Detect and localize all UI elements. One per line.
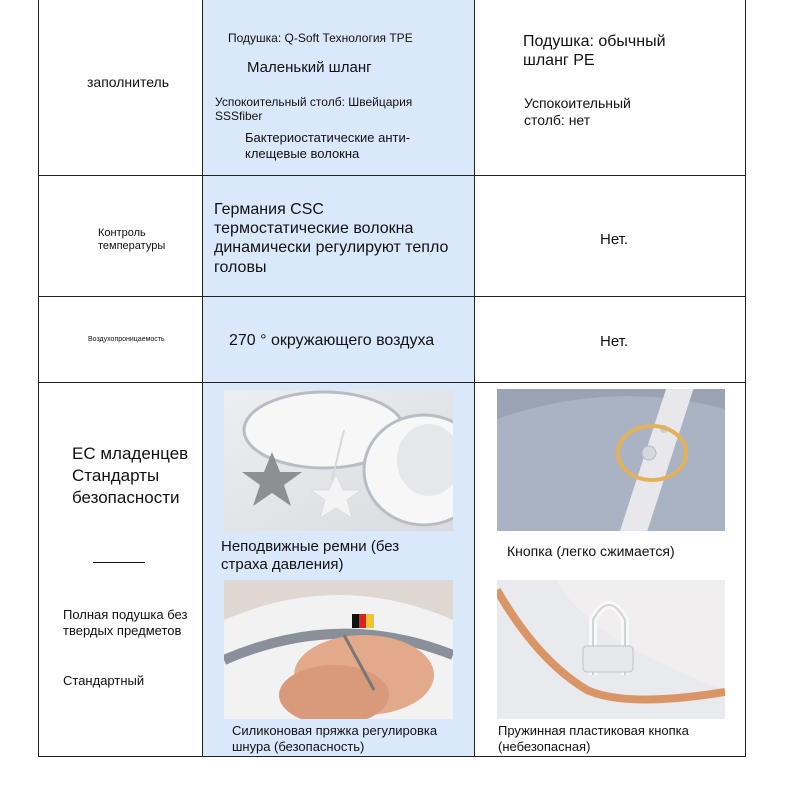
temperature-label: Контроль температуры	[98, 227, 166, 253]
ours-caption-straps: Неподвижные ремни (без страха давления)	[221, 538, 400, 573]
column-divider	[474, 0, 475, 757]
filler-other-line1: Подушка: обычный шланг PE	[523, 33, 666, 70]
filler-ours-line3: Успокоительный столб: Швейцария SSSfiber	[215, 95, 413, 124]
other-caption-clip: Пружинная пластиковая кнопка (небезопасная)	[498, 723, 689, 754]
breathability-label: Воздухопроницаемость	[88, 336, 165, 343]
safety-label-title: ЕС младенцев Стандарты безопасности	[72, 444, 189, 508]
row-divider	[38, 296, 746, 297]
short-divider	[93, 562, 145, 563]
filler-ours-line2: Маленький шланг	[247, 59, 372, 76]
row-divider	[38, 382, 746, 383]
column-divider	[202, 0, 203, 757]
plastic-clip-photo	[497, 580, 725, 719]
table-right-border	[745, 0, 746, 757]
other-caption-button: Кнопка (легко сжимается)	[507, 543, 675, 559]
comparison-table	[38, 0, 746, 757]
filler-other-line2: Успокоительный столб: нет	[524, 95, 631, 128]
filler-ours-line4: Бактериостатические анти-клещевые волокна	[245, 130, 411, 161]
filler-ours-line1: Подушка: Q-Soft Технология TPE	[228, 31, 413, 45]
row-divider	[38, 175, 746, 176]
temperature-ours: Германия CSC термостатические волокна динамически регулируют тепло головы	[214, 201, 449, 276]
breathability-other: Нет.	[600, 333, 629, 350]
safety-label-note2: Стандартный	[63, 673, 145, 688]
ours-caption-buckle: Силиконовая пряжка регулировка шнура (безопасность)	[232, 723, 438, 754]
safety-label-note1: Полная подушка без твердых предметов	[63, 607, 188, 638]
table-bottom-border	[38, 756, 746, 757]
snap-button-photo	[497, 389, 725, 531]
breathability-ours: 270 ° окружающего воздуха	[229, 332, 435, 349]
pillow-stars-photo	[224, 390, 453, 531]
temperature-other: Нет.	[600, 231, 629, 248]
cord-buckle-photo	[224, 580, 453, 719]
filler-label: заполнитель	[87, 74, 170, 90]
table-left-border	[38, 0, 39, 757]
